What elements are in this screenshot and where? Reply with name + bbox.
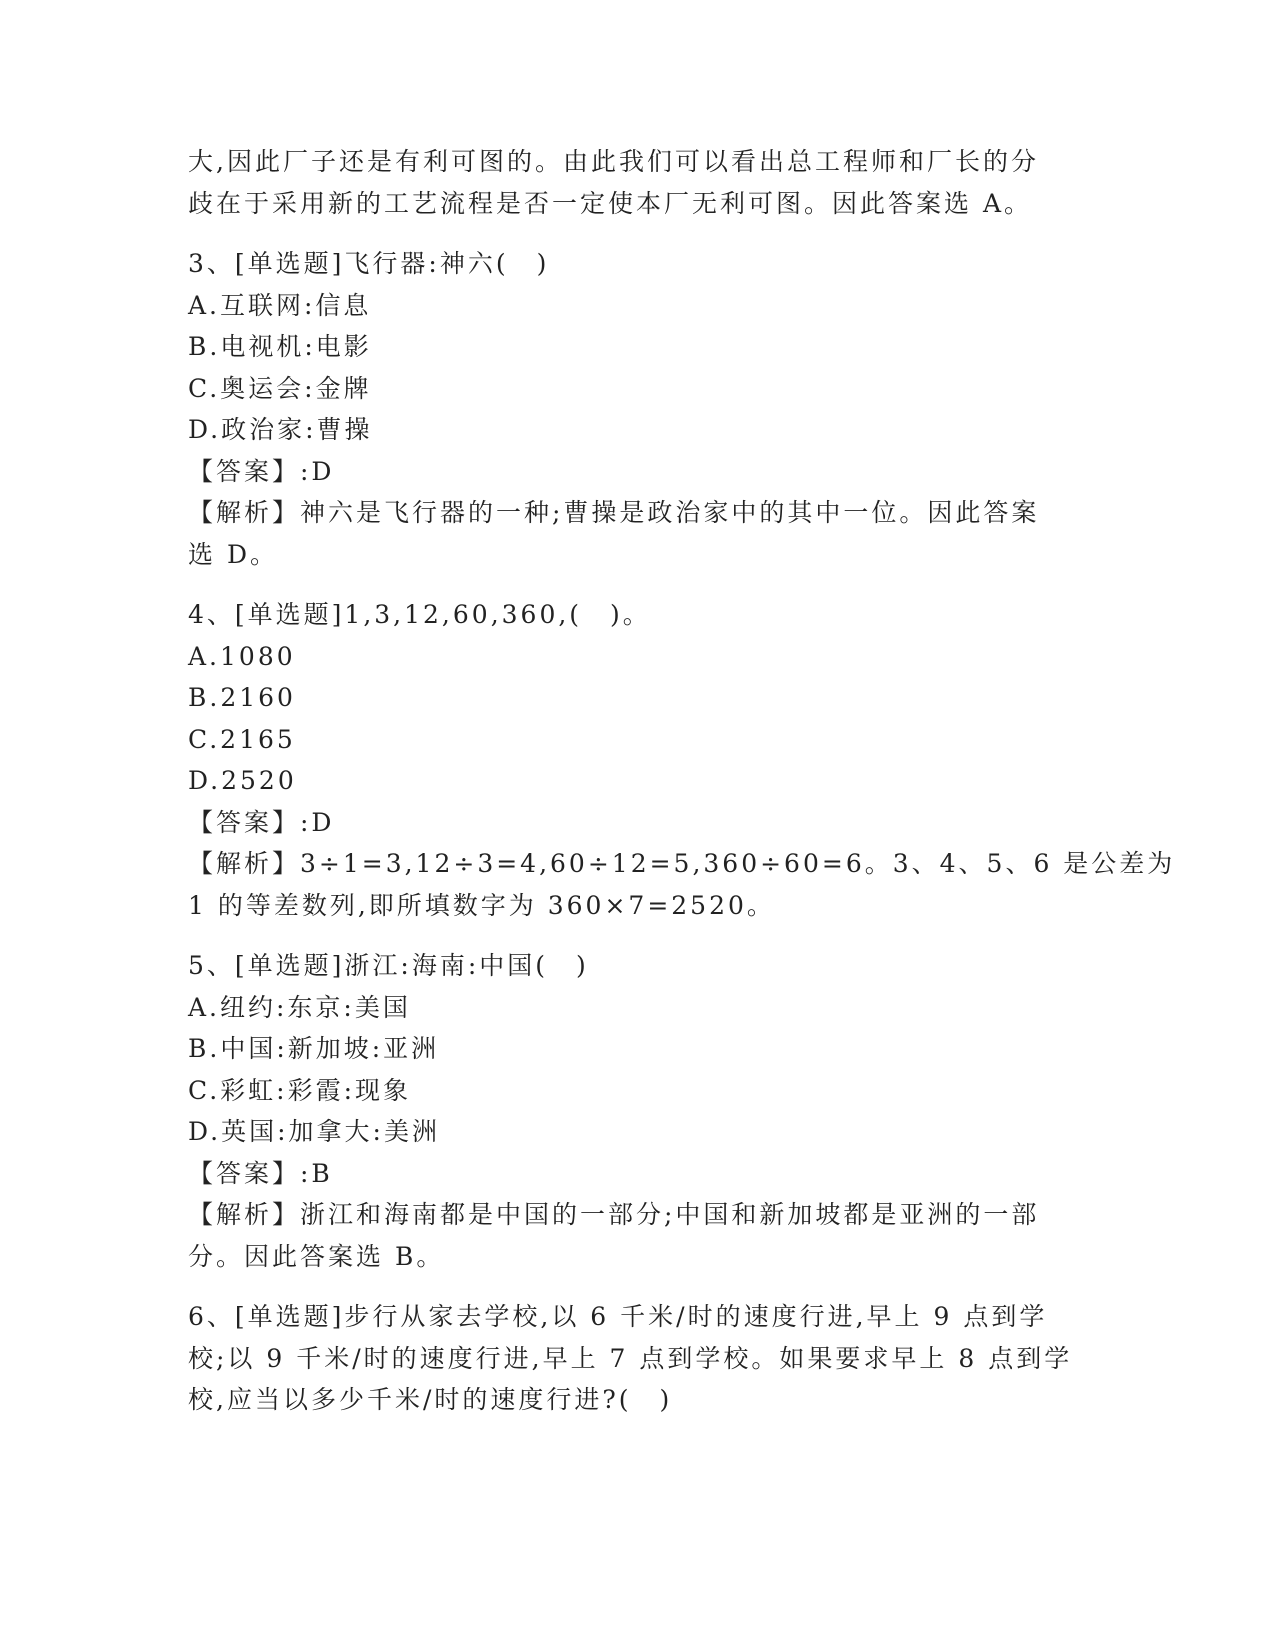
question-3-analysis-line-1: 【解析】神六是飞行器的一种;曹操是政治家中的其中一位。因此答案 [188, 498, 1040, 527]
question-5-analysis-line-2: 分。因此答案选 B。 [188, 1242, 445, 1271]
question-5-option-d: D.英国:加拿大:美洲 [188, 1117, 440, 1146]
question-3-analysis-line-2: 选 D。 [188, 540, 278, 569]
question-5-option-c: C.彩虹:彩霞:现象 [188, 1076, 412, 1105]
question-4-analysis-line-2: 1 的等差数列,即所填数字为 360×7=2520。 [188, 891, 775, 920]
question-3-stem: 3、[单选题]飞行器:神六( ) [188, 249, 550, 278]
question-3-option-a: A.互联网:信息 [188, 291, 372, 320]
question-4-analysis-line-1: 【解析】3÷1=3,12÷3=4,60÷12=5,360÷60=6。3、4、5、6 是公差为 [188, 849, 1176, 878]
question-5-option-a: A.纽约:东京:美国 [188, 993, 411, 1022]
question-4-answer: 【答案】:D [188, 808, 335, 837]
question-3-answer: 【答案】:D [188, 457, 335, 486]
question-4-option-d: D.2520 [188, 766, 297, 795]
question-5-analysis-line-1: 【解析】浙江和海南都是中国的一部分;中国和新加坡都是亚洲的一部 [188, 1200, 1040, 1229]
question-4-stem: 4、[单选题]1,3,12,60,360,( )。 [188, 600, 651, 629]
question-6-stem-line-2: 校;以 9 千米/时的速度行进,早上 7 点到学校。如果要求早上 8 点到学 [188, 1344, 1073, 1373]
question-3-option-d: D.政治家:曹操 [188, 415, 373, 444]
question-5-answer: 【答案】:B [188, 1159, 333, 1188]
question-6-stem-line-3: 校,应当以多少千米/时的速度行进?( ) [188, 1385, 673, 1414]
question-4-option-c: C.2165 [188, 725, 296, 754]
question-6-stem-line-1: 6、[单选题]步行从家去学校,以 6 千米/时的速度行进,早上 9 点到学 [188, 1302, 1048, 1331]
question-4-option-a: A.1080 [188, 642, 296, 671]
question-3-option-b: B.电视机:电影 [188, 332, 372, 361]
question-5-option-b: B.中国:新加坡:亚洲 [188, 1034, 440, 1063]
question-3-option-c: C.奥运会:金牌 [188, 374, 372, 403]
carryover-text-line-2: 歧在于采用新的工艺流程是否一定使本厂无利可图。因此答案选 A。 [188, 189, 1033, 218]
carryover-text-line-1: 大,因此厂子还是有利可图的。由此我们可以看出总工程师和厂长的分 [188, 147, 1039, 176]
question-5-stem: 5、[单选题]浙江:海南:中国( ) [188, 951, 589, 980]
question-4-option-b: B.2160 [188, 683, 296, 712]
